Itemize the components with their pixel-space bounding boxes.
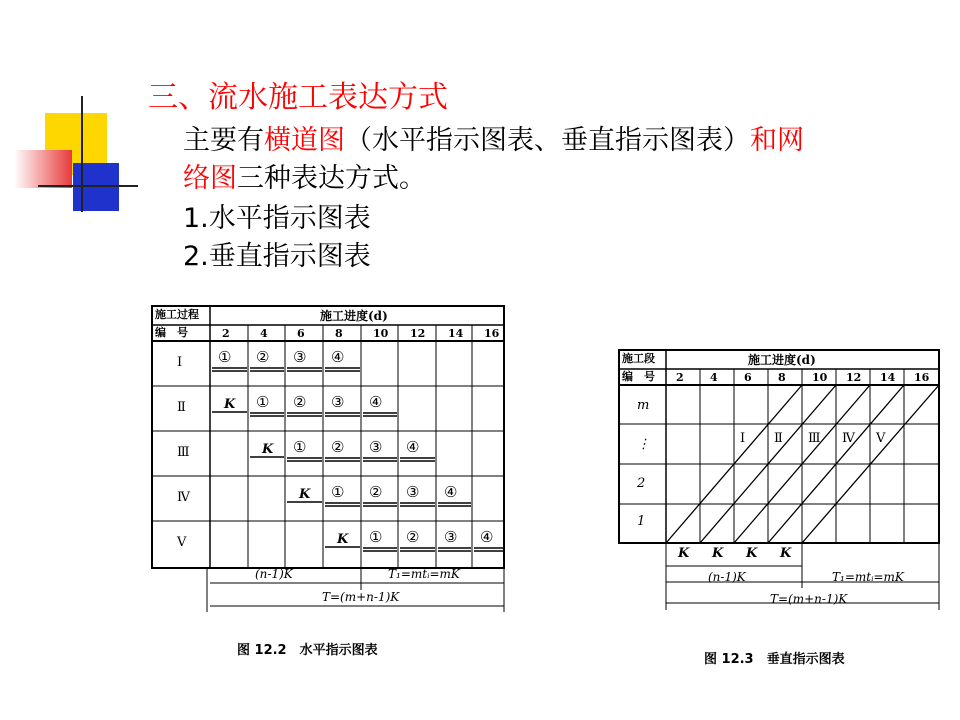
k-label: K [299,487,311,502]
segment-label: ③ [444,528,458,546]
segment-label: ③ [369,438,383,456]
time-tick-label: 4 [260,327,268,340]
dim-label-t-total: T=(m+n-1)K [770,592,848,606]
time-tick-label: 6 [297,327,305,340]
segment-label: ③ [293,348,307,366]
k-label: K [712,546,724,561]
time-tick-label: 2 [676,371,684,384]
figure-caption: 图 12.2 水平指示图表 [237,643,378,658]
highlight-term: 和网 [750,125,804,156]
segment-label: ① [256,393,270,411]
list-item-2: 2.垂直指示图表 [183,241,371,272]
header-number-label: 编 号 [155,326,188,339]
process-label: Ⅲ [808,431,821,446]
body-text: 主要有 [183,125,264,156]
time-tick-label: 14 [880,371,896,384]
segment-label: ① [369,528,383,546]
header-progress-label: 施工进度(d) [748,353,816,367]
row-label: Ⅳ [177,490,190,505]
time-tick-label: 2 [222,327,230,340]
highlight-term: 络图 [183,163,237,194]
row-label: Ⅲ [177,445,190,460]
dim-label-n-minus-1: (n-1)K [255,567,293,581]
segment-label: ② [256,348,270,366]
time-tick-label: 12 [410,327,426,340]
row-label: m [637,398,650,413]
segment-label: ④ [331,348,345,366]
time-tick-label: 16 [914,371,930,384]
segment-label: ④ [369,393,383,411]
k-label: K [262,442,274,457]
dim-label-n-minus-1: (n-1)K [708,570,746,584]
time-tick-label: 4 [710,371,718,384]
slide-title: 三、流水施工表达方式 [148,80,448,115]
header-segment-label: 施工段 [622,352,655,365]
k-label: K [780,546,792,561]
row-label: Ⅱ [177,400,186,415]
k-label: K [678,546,690,561]
segment-label: ① [218,348,232,366]
dim-label-t-total: T=(m+n-1)K [322,590,400,604]
row-label: ⋮ [637,437,650,452]
time-tick-label: 8 [335,327,343,340]
segment-label: ③ [406,483,420,501]
body-text: 三种表达方式。 [237,163,426,194]
segment-label: ② [406,528,420,546]
time-tick-label: 10 [373,327,389,340]
k-label: K [746,546,758,561]
process-label: Ⅱ [774,431,783,446]
figure-caption: 图 12.3 垂直指示图表 [704,652,845,667]
segment-label: ③ [331,393,345,411]
row-label: Ⅰ [177,355,183,370]
body-text: （水平指示图表、垂直指示图表） [345,125,750,156]
header-process-label: 施工过程 [155,308,199,321]
highlight-term: 横道图 [264,125,345,156]
time-tick-label: 6 [744,371,752,384]
row-label: 2 [637,476,646,491]
time-tick-label: 16 [484,327,500,340]
time-tick-label: 14 [448,327,464,340]
process-label: Ⅴ [876,431,886,446]
process-label: Ⅳ [842,431,855,446]
k-label: K [224,397,236,412]
segment-label: ② [369,483,383,501]
k-label: K [337,532,349,547]
segment-label: ① [331,483,345,501]
header-progress-label: 施工进度(d) [320,309,388,323]
segment-label: ④ [406,438,420,456]
time-tick-label: 12 [846,371,862,384]
segment-label: ② [331,438,345,456]
list-item-1: 1.水平指示图表 [183,203,371,234]
segment-label: ① [293,438,307,456]
row-label: 1 [637,514,646,529]
segment-label: ④ [444,483,458,501]
segment-label: ② [293,393,307,411]
dim-label-t1: T₁=mtᵢ=mK [388,567,460,581]
time-tick-label: 10 [812,371,828,384]
header-number-label: 编 号 [622,370,655,383]
row-label: Ⅴ [177,535,187,550]
time-tick-label: 8 [778,371,786,384]
process-label: Ⅰ [740,431,746,446]
dim-label-t1: T₁=mtᵢ=mK [832,570,904,584]
segment-label: ④ [480,528,494,546]
